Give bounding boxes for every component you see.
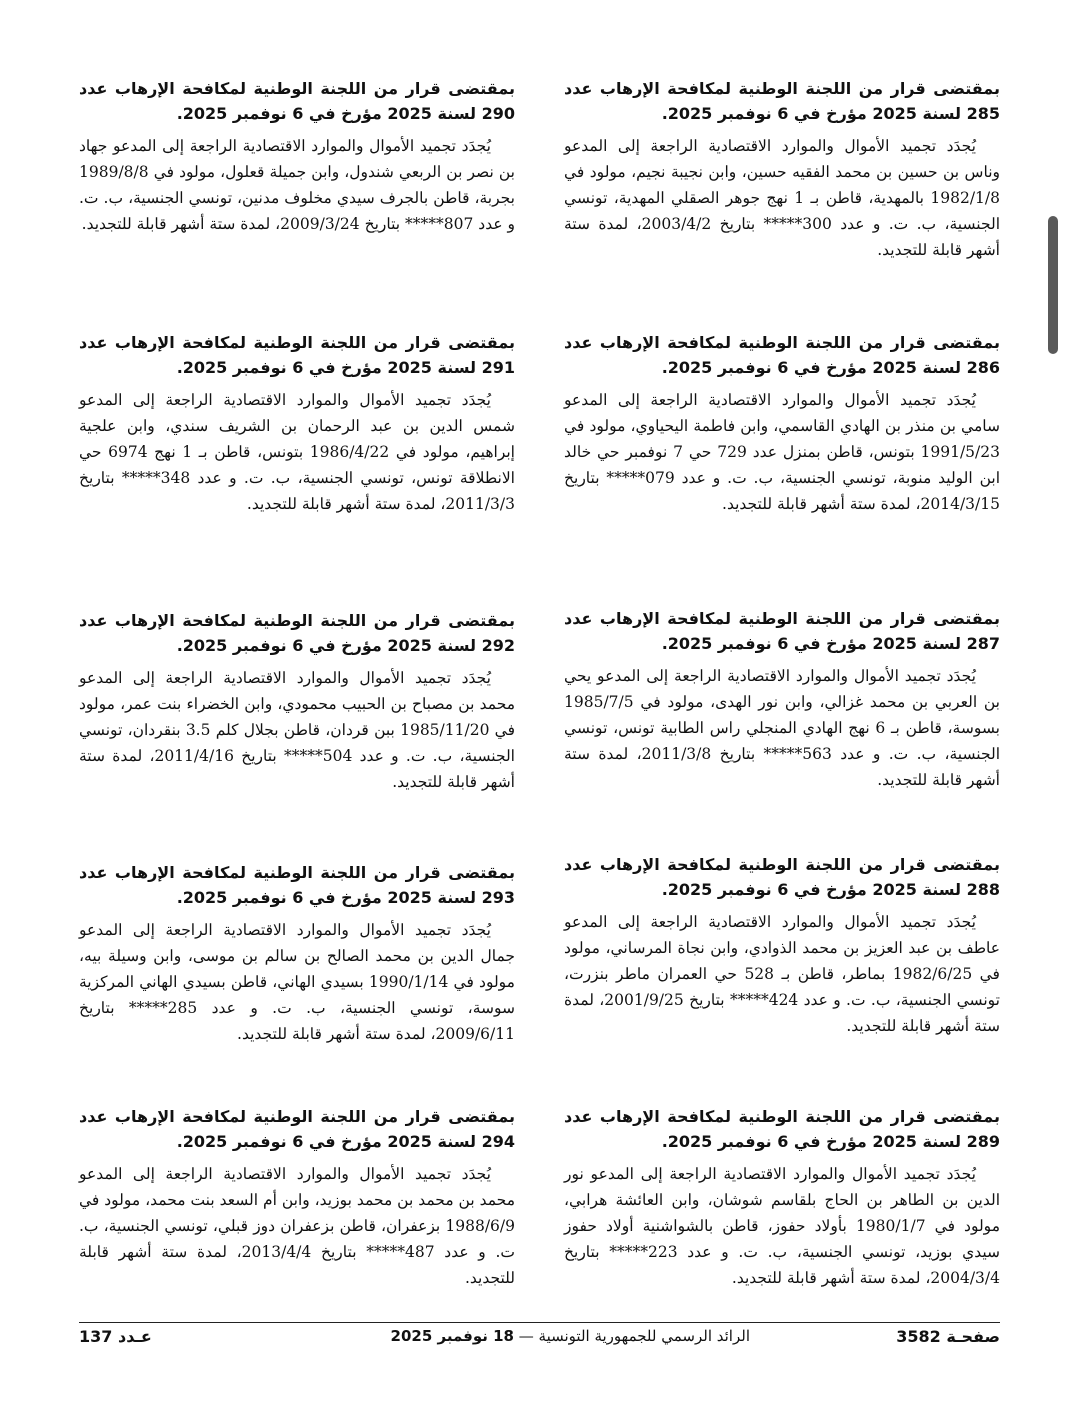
decision-entry: [564, 852, 1000, 1104]
decision-entry: [79, 860, 515, 1104]
decision-entry: [564, 76, 1000, 330]
decision-title: بمقتضى قرار من اللجنة الوطنية لمكافحة الإرهاب عدد 288 لسنة 2025 مؤرخ في 6 نوفمبر 2025.: [564, 855, 1000, 899]
decision-title: بمقتضى قرار من اللجنة الوطنية لمكافحة الإرهاب عدد 291 لسنة 2025 مؤرخ في 6 نوفمبر 2025.: [79, 333, 515, 377]
page-footer: [79, 1327, 1000, 1357]
decision-body: يُجدَد تجميد الأموال والموارد الاقتصادية الراجعة إلى المدعو محمد بن محمد بن محمد بوزيد، وابن أم السعد بنت محمد، مولود في 1988/6/9 بزعفران، قاطن بزعفران دوز قبلي، تونسي الجنسية، ب. ت. و عدد 487***** بتاريخ 2013/4/4، لمدة ستة أشهر قابلة للتجديد.: [79, 1165, 516, 1287]
decision-body: يُجدَد تجميد الأموال والموارد الاقتصادية الراجعة إلى المدعو جهاد بن نصر بن الربعي شندول، وابن جميلة قعلول، مولود في 1989/8/8 بجربة، قاطن بالجرف سيدي مخلوف مدنين، تونسي الجنسية، ب. ت. و عدد 807***** بتاريخ 2009/3/24، لمدة ستة أشهر قابلة للتجديد.: [79, 137, 515, 233]
decision-body: يُجدَد تجميد الأموال والموارد الاقتصادية الراجعة إلى المدعو وناس بن حسين بن محمد الفقيه حسين، وابن نجيبة نجيم، مولود في 1982/1/8 بالمهدية، قاطن بـ 1 نهج جوهر الصقلي المهدية، تونسي الجنسية، ب. ت. و عدد 300***** بتاريخ 2003/4/2، لمدة ستة أشهر قابلة للتجديد.: [564, 137, 1000, 259]
decision-entry: [564, 1104, 1000, 1291]
decision-entry: [564, 606, 1000, 852]
decision-title: بمقتضى قرار من اللجنة الوطنية لمكافحة الإرهاب عدد 292 لسنة 2025 مؤرخ في 6 نوفمبر 2025.: [79, 611, 515, 655]
decision-body: يُجدَد تجميد الأموال والموارد الاقتصادية الراجعة إلى المدعو جمال الدين بن محمد الصالح بن سالم بن موسى، وابن وسيلة بيه، مولود في 1990/1/14 بسيدي الهاني، قاطن بسيدي الهاني المركزية سوسة، تونسي الجنسية، ب. ت. و عدد 285***** بتاريخ 2009/6/11، لمدة ستة أشهر قابلة للتجديد.: [79, 921, 515, 1043]
decision-body: يُجدَد تجميد الأموال والموارد الاقتصادية الراجعة إلى المدعو عاطف بن عبد العزيز بن محمد الذوادي، وابن نجاة المرساني، مولود في 1982/6/25 بماطر، قاطن بـ 528 حي العمران ماطر بنزرت، تونسي الجنسية، ب. ت. و عدد 424***** بتاريخ 2001/9/25، لمدة ستة أشهر قابلة للتجديد.: [564, 913, 1000, 1035]
journal-date: 18 نوفمبر 2025: [390, 1327, 514, 1345]
decision-body: يُجدَد تجميد الأموال والموارد الاقتصادية الراجعة إلى المدعو شمس الدين بن عبد الرحمان بن الشريف سندي، وابن علجية إبراهيم، مولود في 1986/4/22 بتونس، قاطن بـ 1 نهج 6974 حي الانطلاقة تونس، تونسي الجنسية، ب. ت. و عدد 348***** بتاريخ 2011/3/3، لمدة ستة أشهر قابلة للتجديد.: [79, 391, 515, 513]
page-number: صفحـة 3582: [896, 1327, 1000, 1346]
decision-body: يُجدَد تجميد الأموال والموارد الاقتصادية الراجعة إلى المدعو نور الدين بن الطاهر بن الحاج بلقاسم شوشان، وابن العائشة هرابي، مولود في 1980/1/7 بأولاد حفوز، قاطن بالشواشنية أولاد حفوز سيدي بوزيد، تونسي الجنسية، ب. ت. و عدد 223***** بتاريخ 2004/3/4، لمدة ستة أشهر قابلة للتجديد.: [564, 1165, 1001, 1287]
decision-body: يُجدَد تجميد الأموال والموارد الاقتصادية الراجعة إلى المدعو سامي بن منذر بن الهادي القاسمي، وابن فاطمة اليحياوي، مولود في 1991/5/23 بتونس، قاطن بمنزل عدد 729 حي 7 نوفمبر حي خالد ابن الوليد منوبة، تونسي الجنسية، ب. ت. و عدد 079***** بتاريخ 2014/3/15، لمدة ستة أشهر قابلة للتجديد.: [564, 391, 1000, 513]
decision-entry: [79, 1104, 515, 1291]
decision-title: بمقتضى قرار من اللجنة الوطنية لمكافحة الإرهاب عدد 290 لسنة 2025 مؤرخ في 6 نوفمبر 2025.: [79, 79, 515, 123]
left-column: [79, 76, 515, 1291]
decision-title: بمقتضى قرار من اللجنة الوطنية لمكافحة الإرهاب عدد 286 لسنة 2025 مؤرخ في 6 نوفمبر 2025.: [564, 333, 1000, 377]
decision-entry: [79, 76, 515, 330]
journal-line: [391, 1327, 750, 1345]
decision-entry: [564, 330, 1000, 606]
decision-body: يُجدَد تجميد الأموال والموارد الاقتصادية الراجعة إلى المدعو محمد بن مصباح بن الحبيب محمودي، وابن الخضراء بنت عمر، مولود في 1985/11/20 ببن قردان، قاطن بجلال كلم 3.5 بنقردان، تونسي الجنسية، ب. ت. و عدد 504***** بتاريخ 2011/4/16، لمدة ستة أشهر قابلة للتجديد.: [79, 669, 515, 791]
right-column: [564, 76, 1000, 1291]
decision-body: يُجدَد تجميد الأموال والموارد الاقتصادية الراجعة إلى المدعو يحي بن العربي بن محمد غزالي، وابن نور الهدى، مولود في 1985/7/5 بسوسة، قاطن بـ 6 نهج الهادي المنجلي راس الطابية تونس، تونسي الجنسية، ب. ت. و عدد 563***** بتاريخ 2011/3/8، لمدة ستة أشهر قابلة للتجديد.: [564, 667, 1001, 789]
decision-title: بمقتضى قرار من اللجنة الوطنية لمكافحة الإرهاب عدد 289 لسنة 2025 مؤرخ في 6 نوفمبر 2025.: [564, 1107, 1000, 1151]
decision-title: بمقتضى قرار من اللجنة الوطنية لمكافحة الإرهاب عدد 285 لسنة 2025 مؤرخ في 6 نوفمبر 2025.: [564, 79, 1000, 123]
issue-number: عـدد 137: [79, 1327, 152, 1346]
decision-title: بمقتضى قرار من اللجنة الوطنية لمكافحة الإرهاب عدد 294 لسنة 2025 مؤرخ في 6 نوفمبر 2025.: [79, 1107, 515, 1151]
decision-title: بمقتضى قرار من اللجنة الوطنية لمكافحة الإرهاب عدد 287 لسنة 2025 مؤرخ في 6 نوفمبر 2025.: [564, 609, 1000, 653]
footer-divider: [79, 1322, 1000, 1323]
decision-title: بمقتضى قرار من اللجنة الوطنية لمكافحة الإرهاب عدد 293 لسنة 2025 مؤرخ في 6 نوفمبر 2025.: [79, 863, 515, 907]
decision-entry: [79, 330, 515, 608]
decision-entry: [79, 608, 515, 860]
scrollbar-thumb[interactable]: [1048, 216, 1058, 354]
journal-name: الرائد الرسمي للجمهورية التونسية —: [518, 1327, 750, 1345]
